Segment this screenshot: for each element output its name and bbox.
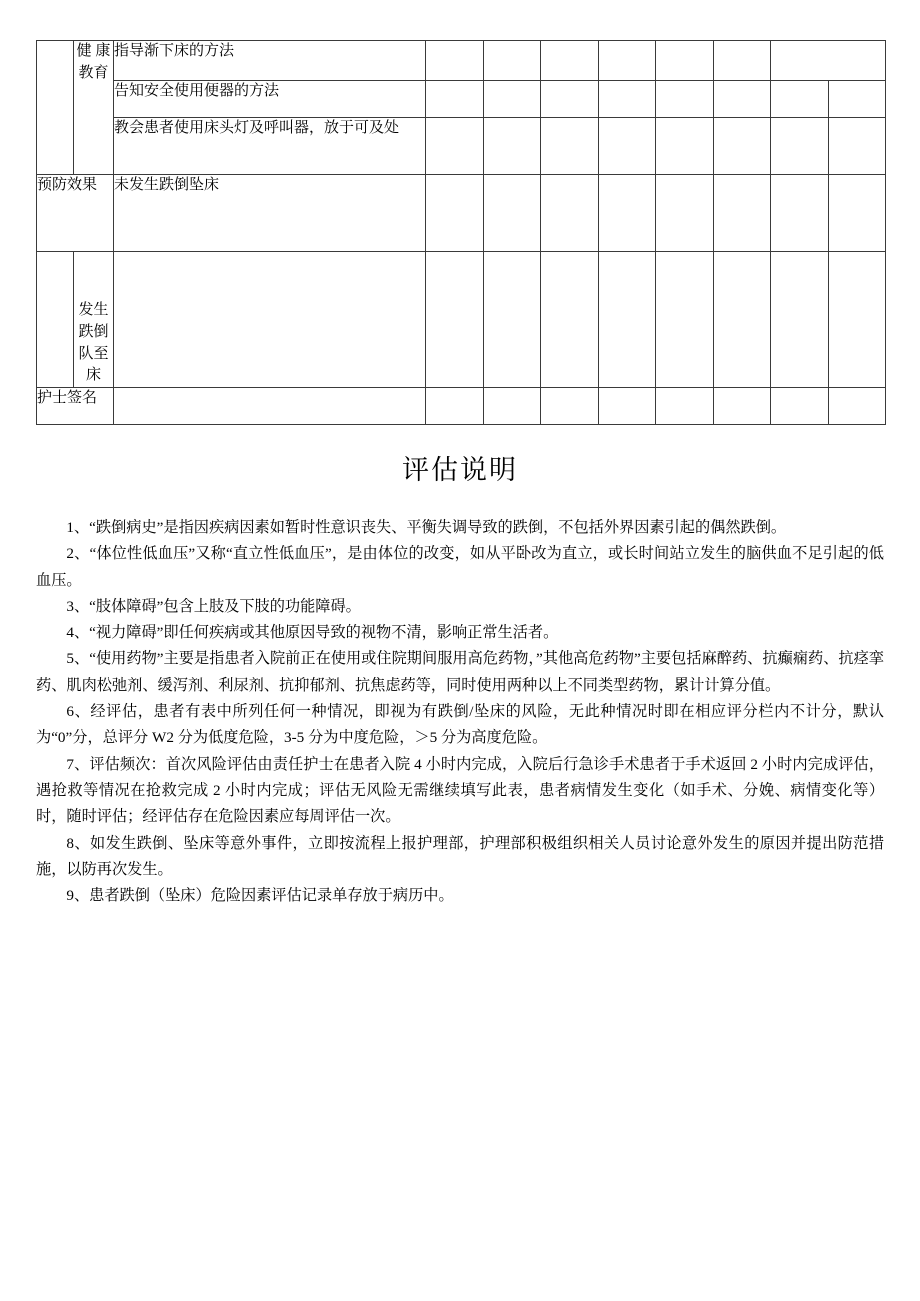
- score-cell[interactable]: [713, 175, 771, 252]
- score-cell[interactable]: [771, 81, 829, 118]
- score-cell[interactable]: [541, 118, 599, 175]
- score-cell[interactable]: [713, 81, 771, 118]
- fall-risk-assessment-table: [36, 40, 886, 425]
- score-cell[interactable]: [656, 118, 714, 175]
- score-cell[interactable]: [483, 41, 541, 81]
- note-item-2: 2、“体位性低血压”又称“直立性低血压”，是由体位的改变，如从平卧改为直立，或长时间站立发生的脑供血不足引起的低血压。: [36, 545, 884, 589]
- row-item-fall-occurred-blank[interactable]: [114, 252, 426, 388]
- score-cell[interactable]: [828, 81, 886, 118]
- score-cell[interactable]: [828, 118, 886, 175]
- note-item-9: 9、患者跌倒（坠床）危险因素评估记录单存放于病历中。: [66, 887, 454, 905]
- score-cell[interactable]: [426, 81, 484, 118]
- score-cell[interactable]: [771, 175, 829, 252]
- score-cell[interactable]: [656, 175, 714, 252]
- score-cell[interactable]: [713, 118, 771, 175]
- note-item-1: 1、“跌倒病史”是指因疾病因素如暂时性意识丧失、平衡失调导致的跌倒，不包括外界因素引起的偶然跌倒。: [66, 519, 787, 536]
- score-cell[interactable]: [771, 252, 829, 388]
- signature-cell[interactable]: [656, 388, 714, 425]
- table-row: [37, 118, 886, 175]
- signature-cell[interactable]: [828, 388, 886, 425]
- score-cell[interactable]: [771, 118, 829, 175]
- row-label-health-education: 健 康 教育: [74, 41, 114, 175]
- signature-cell[interactable]: [771, 388, 829, 425]
- row-label-prevention-effect: 预防效果: [37, 175, 114, 252]
- score-cell[interactable]: [828, 252, 886, 388]
- note-item-7: 7、评估频次：首次风险评估由责任护士在患者入院 4 小时内完成，入院后行急诊手术患者于手术返回 2 小时内完成评估，遇抢救等情况在抢救完成 2 小时内完成；评估无风险无需继续填写此表，患者病情发生变化（如手术、分娩、病情变化等）时，随时评估；经评估存在危险因素应每周评估一次。: [36, 755, 884, 826]
- score-cell[interactable]: [426, 252, 484, 388]
- score-cell[interactable]: [598, 41, 656, 81]
- score-cell[interactable]: [483, 118, 541, 175]
- signature-cell[interactable]: [541, 388, 599, 425]
- group-cell-blank: [37, 41, 74, 175]
- score-cell[interactable]: [656, 41, 714, 81]
- signature-cell[interactable]: [598, 388, 656, 425]
- table-row: [37, 81, 886, 118]
- row-item-teach-bedlamp-call: 教会患者使用床头灯及呼叫器，放于可及处: [114, 118, 426, 175]
- score-cell-merged[interactable]: [771, 41, 886, 81]
- page-title: 评估说明: [402, 455, 518, 485]
- table-row: [37, 388, 886, 425]
- note-item-8: 8、如发生跌倒、坠床等意外事件，立即按流程上报护理部，护理部积极组织相关人员讨论意外发生的原因并提出防范措施，以防再次发生。: [36, 834, 884, 878]
- score-cell[interactable]: [598, 175, 656, 252]
- score-cell[interactable]: [483, 81, 541, 118]
- score-cell[interactable]: [713, 252, 771, 388]
- score-cell[interactable]: [483, 252, 541, 388]
- score-cell[interactable]: [598, 118, 656, 175]
- row-item-safe-bedpan: 告知安全使用便器的方法: [114, 81, 426, 118]
- note-item-3: 3、“肢体障碍”包含上肢及下肢的功能障碍。: [66, 597, 361, 615]
- row-item-guide-get-out-of-bed: 指导渐下床的方法: [114, 41, 426, 81]
- row-item-no-fall-occurred: 未发生跌倒坠床: [114, 175, 426, 252]
- signature-cell[interactable]: [114, 388, 426, 425]
- signature-cell[interactable]: [426, 388, 484, 425]
- signature-cell[interactable]: [713, 388, 771, 425]
- assessment-notes-list: [36, 515, 884, 909]
- score-cell[interactable]: [426, 41, 484, 81]
- score-cell[interactable]: [713, 41, 771, 81]
- score-cell[interactable]: [483, 175, 541, 252]
- score-cell[interactable]: [541, 41, 599, 81]
- score-cell[interactable]: [598, 252, 656, 388]
- score-cell[interactable]: [541, 175, 599, 252]
- score-cell[interactable]: [656, 81, 714, 118]
- score-cell[interactable]: [426, 118, 484, 175]
- score-cell[interactable]: [541, 252, 599, 388]
- note-item-6: 6、经评估，患者有表中所列任何一种情况，即视为有跌倒/坠床的风险，无此种情况时即在相应评分栏内不计分，默认为“0”分，总评分 W2 分为低度危险，3-5 分为中度危险，＞5 分为高度危险。: [36, 703, 884, 747]
- signature-cell[interactable]: [483, 388, 541, 425]
- score-cell[interactable]: [426, 175, 484, 252]
- score-cell[interactable]: [656, 252, 714, 388]
- table-row: [37, 252, 886, 388]
- table-row: [37, 175, 886, 252]
- score-cell[interactable]: [598, 81, 656, 118]
- score-cell[interactable]: [541, 81, 599, 118]
- row-label-fall-bed: 发生跌倒队至床: [74, 252, 114, 388]
- note-item-5: 5、“使用药物”主要是指患者入院前正在使用或住院期间服用高危药物，”其他高危药物”主要包括麻醉药、抗癫痫药、抗痉挛药、肌肉松弛剂、缓泻剂、利尿剂、抗抑郁剂、抗焦虑药等，同时使用两种以上不同类型药物，累计计算分值。: [36, 650, 884, 694]
- group-cell-blank: [37, 252, 74, 388]
- row-label-nurse-signature: 护士签名: [37, 388, 114, 425]
- table-row: [37, 41, 886, 81]
- score-cell[interactable]: [828, 175, 886, 252]
- note-item-4: 4、“视力障碍”即任何疾病或其他原因导致的视物不清，影响正常生活者。: [66, 624, 559, 642]
